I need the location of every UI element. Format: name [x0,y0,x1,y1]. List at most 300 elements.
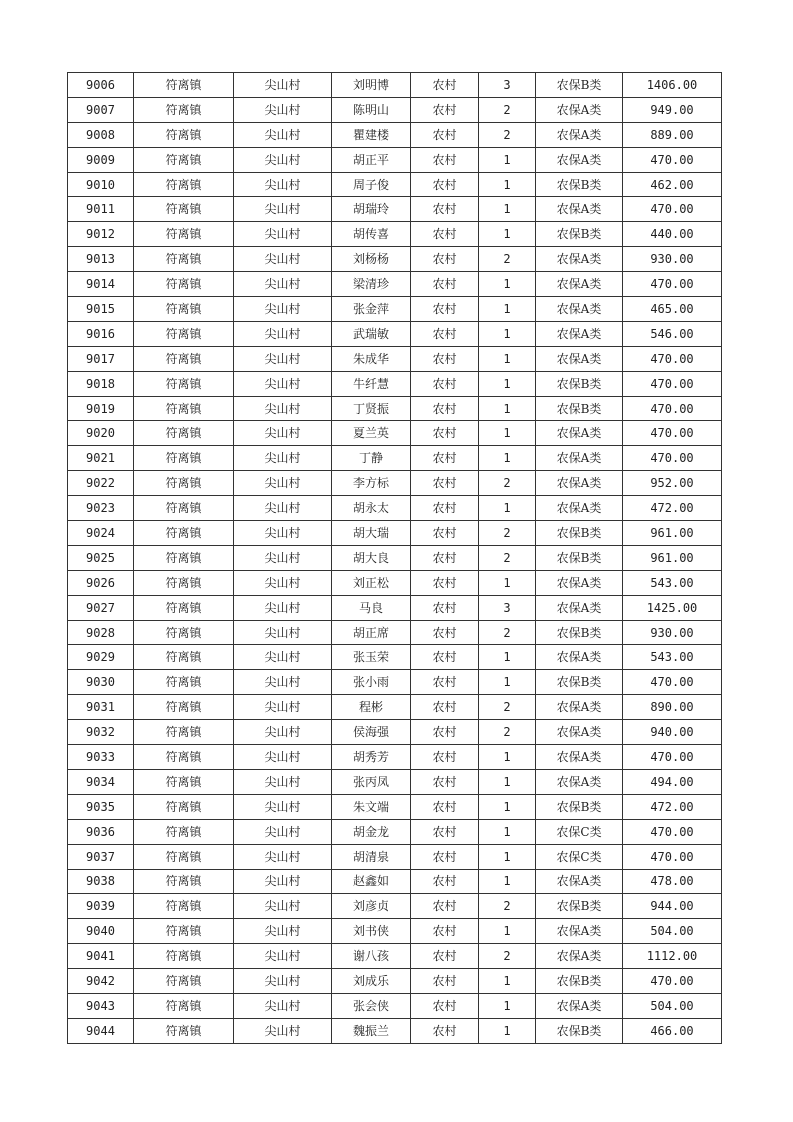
cell-insurance-category: 农保A类 [536,147,623,172]
cell-household-type: 农村 [411,521,479,546]
cell-town: 符离镇 [134,993,234,1018]
cell-village: 尖山村 [234,521,332,546]
cell-name: 周子俊 [332,172,411,197]
cell-name: 刘杨杨 [332,247,411,272]
table-row [68,421,722,446]
cell-town: 符离镇 [134,421,234,446]
table-row [68,670,722,695]
table-row [68,321,722,346]
cell-person-count: 1 [479,421,536,446]
cell-household-type: 农村 [411,794,479,819]
cell-name: 胡大良 [332,545,411,570]
cell-amount: 466.00 [623,1018,722,1043]
cell-insurance-category: 农保B类 [536,794,623,819]
cell-amount: 478.00 [623,869,722,894]
cell-amount: 494.00 [623,769,722,794]
cell-record-id: 9017 [68,346,134,371]
cell-person-count: 1 [479,172,536,197]
cell-amount: 1406.00 [623,73,722,98]
table-row [68,794,722,819]
cell-person-count: 2 [479,521,536,546]
cell-insurance-category: 农保B类 [536,521,623,546]
cell-amount: 472.00 [623,496,722,521]
cell-household-type: 农村 [411,819,479,844]
cell-person-count: 2 [479,545,536,570]
cell-town: 符离镇 [134,346,234,371]
cell-person-count: 1 [479,222,536,247]
cell-household-type: 农村 [411,745,479,770]
cell-person-count: 1 [479,371,536,396]
cell-name: 胡清泉 [332,844,411,869]
cell-household-type: 农村 [411,1018,479,1043]
cell-town: 符离镇 [134,869,234,894]
cell-village: 尖山村 [234,396,332,421]
cell-household-type: 农村 [411,247,479,272]
table-row [68,645,722,670]
table-row [68,496,722,521]
table-row [68,247,722,272]
cell-person-count: 3 [479,595,536,620]
table-row [68,620,722,645]
cell-household-type: 农村 [411,222,479,247]
cell-household-type: 农村 [411,595,479,620]
table-row [68,272,722,297]
table-row [68,396,722,421]
cell-village: 尖山村 [234,695,332,720]
cell-person-count: 1 [479,297,536,322]
cell-town: 符离镇 [134,819,234,844]
cell-record-id: 9038 [68,869,134,894]
cell-record-id: 9035 [68,794,134,819]
cell-amount: 470.00 [623,346,722,371]
cell-amount: 504.00 [623,993,722,1018]
cell-town: 符离镇 [134,620,234,645]
cell-insurance-category: 农保B类 [536,371,623,396]
cell-insurance-category: 农保A类 [536,645,623,670]
cell-record-id: 9042 [68,969,134,994]
cell-amount: 470.00 [623,197,722,222]
cell-record-id: 9040 [68,919,134,944]
cell-person-count: 1 [479,745,536,770]
cell-household-type: 农村 [411,496,479,521]
cell-town: 符离镇 [134,521,234,546]
cell-person-count: 1 [479,197,536,222]
cell-town: 符离镇 [134,969,234,994]
cell-record-id: 9034 [68,769,134,794]
cell-record-id: 9032 [68,720,134,745]
table-row [68,521,722,546]
cell-amount: 940.00 [623,720,722,745]
cell-name: 张小雨 [332,670,411,695]
cell-village: 尖山村 [234,97,332,122]
cell-name: 胡正平 [332,147,411,172]
cell-amount: 470.00 [623,396,722,421]
cell-insurance-category: 农保B类 [536,1018,623,1043]
cell-amount: 470.00 [623,371,722,396]
cell-town: 符离镇 [134,73,234,98]
cell-village: 尖山村 [234,919,332,944]
cell-town: 符离镇 [134,1018,234,1043]
table-row [68,346,722,371]
cell-person-count: 2 [479,471,536,496]
cell-amount: 952.00 [623,471,722,496]
cell-amount: 470.00 [623,745,722,770]
cell-record-id: 9009 [68,147,134,172]
cell-insurance-category: 农保B类 [536,670,623,695]
cell-town: 符离镇 [134,396,234,421]
cell-name: 胡正席 [332,620,411,645]
cell-record-id: 9025 [68,545,134,570]
cell-insurance-category: 农保A类 [536,272,623,297]
cell-record-id: 9031 [68,695,134,720]
cell-name: 马良 [332,595,411,620]
table-row [68,819,722,844]
cell-amount: 470.00 [623,969,722,994]
cell-town: 符离镇 [134,570,234,595]
cell-name: 胡金龙 [332,819,411,844]
cell-village: 尖山村 [234,73,332,98]
table-row [68,769,722,794]
cell-village: 尖山村 [234,844,332,869]
cell-name: 胡大瑞 [332,521,411,546]
table-row [68,993,722,1018]
cell-record-id: 9039 [68,894,134,919]
cell-person-count: 1 [479,769,536,794]
table-row [68,969,722,994]
cell-village: 尖山村 [234,122,332,147]
cell-person-count: 2 [479,620,536,645]
cell-town: 符离镇 [134,695,234,720]
cell-town: 符离镇 [134,321,234,346]
cell-village: 尖山村 [234,894,332,919]
cell-name: 魏振兰 [332,1018,411,1043]
cell-name: 夏兰英 [332,421,411,446]
cell-household-type: 农村 [411,545,479,570]
cell-household-type: 农村 [411,894,479,919]
cell-person-count: 1 [479,321,536,346]
cell-village: 尖山村 [234,993,332,1018]
cell-person-count: 1 [479,147,536,172]
table-row [68,222,722,247]
cell-town: 符离镇 [134,745,234,770]
cell-name: 胡秀芳 [332,745,411,770]
cell-household-type: 农村 [411,844,479,869]
cell-insurance-category: 农保A类 [536,595,623,620]
cell-village: 尖山村 [234,371,332,396]
cell-village: 尖山村 [234,197,332,222]
cell-household-type: 农村 [411,147,479,172]
table-row [68,97,722,122]
cell-village: 尖山村 [234,745,332,770]
cell-household-type: 农村 [411,321,479,346]
cell-household-type: 农村 [411,471,479,496]
table-row [68,147,722,172]
cell-record-id: 9019 [68,396,134,421]
cell-name: 梁清珍 [332,272,411,297]
cell-village: 尖山村 [234,944,332,969]
cell-insurance-category: 农保B类 [536,222,623,247]
cell-town: 符离镇 [134,147,234,172]
cell-record-id: 9018 [68,371,134,396]
cell-insurance-category: 农保A类 [536,695,623,720]
cell-name: 李方标 [332,471,411,496]
cell-person-count: 3 [479,73,536,98]
cell-record-id: 9043 [68,993,134,1018]
cell-person-count: 2 [479,247,536,272]
cell-record-id: 9026 [68,570,134,595]
cell-town: 符离镇 [134,222,234,247]
cell-person-count: 2 [479,97,536,122]
table-row [68,545,722,570]
cell-village: 尖山村 [234,147,332,172]
cell-village: 尖山村 [234,670,332,695]
cell-village: 尖山村 [234,645,332,670]
cell-name: 丁贤振 [332,396,411,421]
cell-town: 符离镇 [134,122,234,147]
cell-insurance-category: 农保B类 [536,620,623,645]
cell-village: 尖山村 [234,869,332,894]
cell-name: 胡瑞玲 [332,197,411,222]
cell-village: 尖山村 [234,346,332,371]
cell-household-type: 农村 [411,346,479,371]
beneficiary-table [67,72,722,1044]
cell-name: 程彬 [332,695,411,720]
cell-amount: 462.00 [623,172,722,197]
cell-town: 符离镇 [134,720,234,745]
cell-person-count: 1 [479,794,536,819]
cell-record-id: 9008 [68,122,134,147]
cell-amount: 440.00 [623,222,722,247]
cell-name: 朱成华 [332,346,411,371]
table-row [68,73,722,98]
cell-name: 朱文端 [332,794,411,819]
cell-amount: 930.00 [623,620,722,645]
cell-amount: 470.00 [623,670,722,695]
cell-amount: 961.00 [623,521,722,546]
cell-amount: 470.00 [623,272,722,297]
table-row [68,894,722,919]
cell-town: 符离镇 [134,894,234,919]
cell-record-id: 9027 [68,595,134,620]
cell-insurance-category: 农保A类 [536,421,623,446]
cell-village: 尖山村 [234,321,332,346]
cell-record-id: 9028 [68,620,134,645]
cell-insurance-category: 农保A类 [536,496,623,521]
cell-insurance-category: 农保B类 [536,545,623,570]
cell-person-count: 1 [479,570,536,595]
cell-record-id: 9016 [68,321,134,346]
cell-village: 尖山村 [234,969,332,994]
cell-insurance-category: 农保A类 [536,321,623,346]
cell-name: 刘彦贞 [332,894,411,919]
cell-name: 刘成乐 [332,969,411,994]
cell-town: 符离镇 [134,794,234,819]
cell-record-id: 9044 [68,1018,134,1043]
cell-person-count: 1 [479,446,536,471]
table-row [68,446,722,471]
cell-record-id: 9006 [68,73,134,98]
cell-amount: 889.00 [623,122,722,147]
cell-town: 符离镇 [134,944,234,969]
cell-insurance-category: 农保A类 [536,745,623,770]
cell-insurance-category: 农保A类 [536,197,623,222]
cell-name: 丁静 [332,446,411,471]
cell-town: 符离镇 [134,172,234,197]
cell-person-count: 1 [479,919,536,944]
cell-insurance-category: 农保A类 [536,720,623,745]
cell-record-id: 9021 [68,446,134,471]
cell-insurance-category: 农保A类 [536,297,623,322]
table-row [68,844,722,869]
table-row [68,595,722,620]
cell-village: 尖山村 [234,720,332,745]
table-row [68,371,722,396]
cell-person-count: 1 [479,496,536,521]
table-row [68,944,722,969]
cell-town: 符离镇 [134,197,234,222]
cell-insurance-category: 农保A类 [536,346,623,371]
cell-village: 尖山村 [234,794,332,819]
cell-household-type: 农村 [411,769,479,794]
cell-name: 侯海强 [332,720,411,745]
cell-name: 牛纤慧 [332,371,411,396]
cell-insurance-category: 农保A类 [536,769,623,794]
cell-village: 尖山村 [234,297,332,322]
cell-record-id: 9033 [68,745,134,770]
cell-household-type: 农村 [411,695,479,720]
cell-insurance-category: 农保A类 [536,471,623,496]
cell-person-count: 1 [479,346,536,371]
cell-insurance-category: 农保A类 [536,944,623,969]
cell-insurance-category: 农保A类 [536,570,623,595]
cell-insurance-category: 农保A类 [536,247,623,272]
cell-household-type: 农村 [411,421,479,446]
cell-record-id: 9036 [68,819,134,844]
cell-village: 尖山村 [234,446,332,471]
cell-name: 武瑞敏 [332,321,411,346]
cell-insurance-category: 农保B类 [536,73,623,98]
cell-town: 符离镇 [134,297,234,322]
cell-insurance-category: 农保B类 [536,172,623,197]
cell-town: 符离镇 [134,471,234,496]
cell-town: 符离镇 [134,670,234,695]
cell-town: 符离镇 [134,545,234,570]
cell-amount: 890.00 [623,695,722,720]
cell-household-type: 农村 [411,396,479,421]
cell-record-id: 9037 [68,844,134,869]
table-row [68,122,722,147]
cell-person-count: 1 [479,645,536,670]
cell-household-type: 农村 [411,570,479,595]
cell-record-id: 9012 [68,222,134,247]
cell-amount: 504.00 [623,919,722,944]
cell-household-type: 农村 [411,670,479,695]
cell-household-type: 农村 [411,297,479,322]
cell-record-id: 9020 [68,421,134,446]
cell-town: 符离镇 [134,272,234,297]
table-row [68,570,722,595]
table-row [68,869,722,894]
cell-name: 谢八孩 [332,944,411,969]
cell-amount: 930.00 [623,247,722,272]
table-row [68,172,722,197]
cell-amount: 543.00 [623,645,722,670]
cell-name: 陈明山 [332,97,411,122]
cell-insurance-category: 农保A类 [536,869,623,894]
cell-person-count: 2 [479,122,536,147]
table-row [68,720,722,745]
cell-household-type: 农村 [411,73,479,98]
cell-amount: 470.00 [623,446,722,471]
cell-record-id: 9007 [68,97,134,122]
cell-name: 胡永太 [332,496,411,521]
cell-person-count: 2 [479,894,536,919]
cell-person-count: 2 [479,695,536,720]
cell-household-type: 农村 [411,620,479,645]
cell-name: 张会侠 [332,993,411,1018]
cell-insurance-category: 农保B类 [536,396,623,421]
cell-amount: 470.00 [623,819,722,844]
cell-amount: 546.00 [623,321,722,346]
cell-village: 尖山村 [234,471,332,496]
cell-insurance-category: 农保A类 [536,919,623,944]
cell-person-count: 1 [479,869,536,894]
cell-name: 刘书侠 [332,919,411,944]
cell-name: 张玉荣 [332,645,411,670]
cell-record-id: 9024 [68,521,134,546]
cell-town: 符离镇 [134,97,234,122]
cell-household-type: 农村 [411,919,479,944]
cell-village: 尖山村 [234,1018,332,1043]
table-row [68,695,722,720]
cell-household-type: 农村 [411,172,479,197]
cell-amount: 543.00 [623,570,722,595]
cell-household-type: 农村 [411,272,479,297]
table-row [68,297,722,322]
cell-town: 符离镇 [134,645,234,670]
cell-person-count: 1 [479,1018,536,1043]
cell-household-type: 农村 [411,371,479,396]
cell-amount: 472.00 [623,794,722,819]
cell-village: 尖山村 [234,545,332,570]
cell-amount: 944.00 [623,894,722,919]
cell-person-count: 2 [479,720,536,745]
cell-village: 尖山村 [234,620,332,645]
cell-insurance-category: 农保A类 [536,993,623,1018]
cell-household-type: 农村 [411,197,479,222]
cell-amount: 465.00 [623,297,722,322]
cell-town: 符离镇 [134,496,234,521]
cell-name: 张丙凤 [332,769,411,794]
cell-record-id: 9014 [68,272,134,297]
cell-person-count: 1 [479,993,536,1018]
cell-name: 瞿建楼 [332,122,411,147]
cell-amount: 470.00 [623,421,722,446]
cell-name: 刘明博 [332,73,411,98]
cell-town: 符离镇 [134,247,234,272]
cell-person-count: 1 [479,844,536,869]
cell-household-type: 农村 [411,944,479,969]
cell-amount: 961.00 [623,545,722,570]
cell-record-id: 9030 [68,670,134,695]
cell-household-type: 农村 [411,869,479,894]
cell-insurance-category: 农保C类 [536,819,623,844]
cell-insurance-category: 农保B类 [536,969,623,994]
cell-record-id: 9010 [68,172,134,197]
table-row [68,197,722,222]
cell-record-id: 9029 [68,645,134,670]
cell-person-count: 1 [479,396,536,421]
